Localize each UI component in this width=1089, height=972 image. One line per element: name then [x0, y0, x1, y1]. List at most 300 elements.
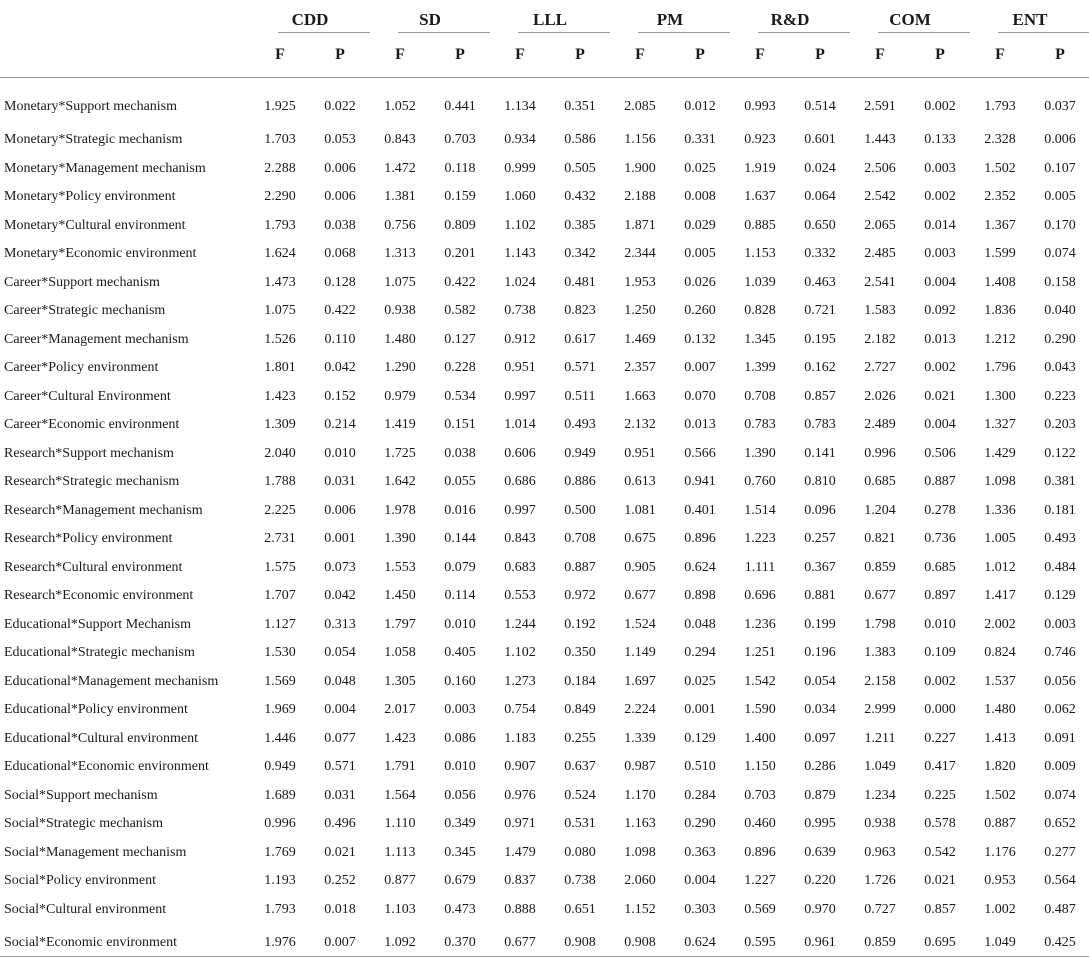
p-value-cell: 0.201 [430, 240, 490, 269]
f-value-cell: 1.793 [970, 78, 1030, 127]
f-value-cell: 2.026 [850, 383, 910, 412]
p-value-cell: 0.332 [790, 240, 850, 269]
p-value-cell: 0.031 [310, 468, 370, 497]
f-value-cell: 1.469 [610, 326, 670, 355]
row-label: Educational*Economic environment [0, 753, 250, 782]
f-value-cell: 1.075 [370, 269, 430, 298]
p-value-cell: 0.849 [550, 696, 610, 725]
f-value-cell: 1.919 [730, 155, 790, 184]
p-value-cell: 0.002 [910, 668, 970, 697]
table-row [0, 411, 1089, 440]
f-value-cell: 1.450 [370, 582, 430, 611]
p-value-cell: 0.151 [430, 411, 490, 440]
f-value-cell: 0.613 [610, 468, 670, 497]
p-value-cell: 0.703 [430, 126, 490, 155]
f-value-cell: 0.683 [490, 554, 550, 583]
f-value-cell: 1.443 [850, 126, 910, 155]
p-value-cell: 0.001 [670, 696, 730, 725]
f-value-cell: 2.352 [970, 183, 1030, 212]
row-label: Research*Economic environment [0, 582, 250, 611]
p-value-cell: 0.162 [790, 354, 850, 383]
f-value-cell: 1.429 [970, 440, 1030, 469]
p-value-cell: 0.908 [550, 924, 610, 972]
f-value-cell: 1.769 [250, 839, 310, 868]
table-row [0, 525, 1089, 554]
f-value-cell: 1.514 [730, 497, 790, 526]
p-value-cell: 0.381 [1030, 468, 1089, 497]
sub-header-f: F [610, 33, 670, 78]
p-value-cell: 0.025 [670, 155, 730, 184]
p-value-cell: 0.313 [310, 611, 370, 640]
group-header-rd [730, 0, 850, 33]
p-value-cell: 0.721 [790, 297, 850, 326]
p-value-cell: 0.879 [790, 782, 850, 811]
row-label: Social*Policy environment [0, 867, 250, 896]
table-row [0, 240, 1089, 269]
f-value-cell: 0.675 [610, 525, 670, 554]
p-value-cell: 0.129 [670, 725, 730, 754]
p-value-cell: 0.255 [550, 725, 610, 754]
f-value-cell: 0.938 [370, 297, 430, 326]
f-value-cell: 0.887 [970, 810, 1030, 839]
p-value-cell: 0.004 [310, 696, 370, 725]
f-value-cell: 1.176 [970, 839, 1030, 868]
f-value-cell: 0.553 [490, 582, 550, 611]
f-value-cell: 0.686 [490, 468, 550, 497]
group-header-lll [490, 0, 610, 33]
f-value-cell: 2.727 [850, 354, 910, 383]
p-value-cell: 0.506 [910, 440, 970, 469]
table-row [0, 896, 1089, 925]
p-value-cell: 0.896 [670, 525, 730, 554]
row-label: Career*Support mechanism [0, 269, 250, 298]
p-value-cell: 0.110 [310, 326, 370, 355]
f-value-cell: 2.591 [850, 78, 910, 127]
f-value-cell: 0.677 [490, 924, 550, 972]
f-value-cell: 0.738 [490, 297, 550, 326]
p-value-cell: 0.571 [310, 753, 370, 782]
p-value-cell: 0.042 [310, 582, 370, 611]
p-value-cell: 0.484 [1030, 554, 1089, 583]
row-label: Monetary*Cultural environment [0, 212, 250, 241]
f-value-cell: 1.564 [370, 782, 430, 811]
row-label: Career*Cultural Environment [0, 383, 250, 412]
f-value-cell: 1.530 [250, 639, 310, 668]
f-value-cell: 1.149 [610, 639, 670, 668]
f-value-cell: 0.923 [730, 126, 790, 155]
f-value-cell: 1.223 [730, 525, 790, 554]
p-value-cell: 0.810 [790, 468, 850, 497]
f-value-cell: 1.193 [250, 867, 310, 896]
group-header-label: SD [419, 10, 441, 30]
f-value-cell: 1.300 [970, 383, 1030, 412]
p-value-cell: 0.170 [1030, 212, 1089, 241]
f-value-cell: 1.590 [730, 696, 790, 725]
p-value-cell: 0.013 [670, 411, 730, 440]
f-value-cell: 1.408 [970, 269, 1030, 298]
p-value-cell: 0.144 [430, 525, 490, 554]
f-value-cell: 1.336 [970, 497, 1030, 526]
p-value-cell: 0.278 [910, 497, 970, 526]
f-value-cell: 2.328 [970, 126, 1030, 155]
row-label: Social*Cultural environment [0, 896, 250, 925]
f-value-cell: 1.399 [730, 354, 790, 383]
f-value-cell: 0.908 [610, 924, 670, 972]
f-value-cell: 1.049 [970, 924, 1030, 972]
p-value-cell: 0.014 [910, 212, 970, 241]
table-row [0, 839, 1089, 868]
f-value-cell: 1.400 [730, 725, 790, 754]
p-value-cell: 0.118 [430, 155, 490, 184]
f-value-cell: 0.460 [730, 810, 790, 839]
f-value-cell: 1.049 [850, 753, 910, 782]
row-label: Research*Cultural environment [0, 554, 250, 583]
group-header-label: CDD [292, 10, 329, 30]
f-value-cell: 1.127 [250, 611, 310, 640]
p-value-cell: 0.290 [670, 810, 730, 839]
f-value-cell: 2.188 [610, 183, 670, 212]
p-value-cell: 0.109 [910, 639, 970, 668]
p-value-cell: 0.487 [1030, 896, 1089, 925]
p-value-cell: 0.531 [550, 810, 610, 839]
p-value-cell: 0.029 [670, 212, 730, 241]
f-value-cell: 1.152 [610, 896, 670, 925]
f-value-cell: 2.344 [610, 240, 670, 269]
p-value-cell: 0.493 [1030, 525, 1089, 554]
f-value-cell: 1.502 [970, 782, 1030, 811]
f-value-cell: 1.012 [970, 554, 1030, 583]
f-value-cell: 1.793 [250, 896, 310, 925]
table-header [0, 0, 1089, 78]
f-value-cell: 1.791 [370, 753, 430, 782]
p-value-cell: 0.941 [670, 468, 730, 497]
p-value-cell: 0.056 [1030, 668, 1089, 697]
f-value-cell: 0.727 [850, 896, 910, 925]
f-value-cell: 1.102 [490, 639, 550, 668]
f-value-cell: 1.150 [730, 753, 790, 782]
f-value-cell: 1.390 [370, 525, 430, 554]
row-label: Monetary*Management mechanism [0, 155, 250, 184]
f-value-cell: 1.624 [250, 240, 310, 269]
p-value-cell: 0.493 [550, 411, 610, 440]
p-value-cell: 0.260 [670, 297, 730, 326]
table-row [0, 668, 1089, 697]
p-value-cell: 0.002 [910, 183, 970, 212]
f-value-cell: 1.642 [370, 468, 430, 497]
f-value-cell: 1.143 [490, 240, 550, 269]
p-value-cell: 0.092 [910, 297, 970, 326]
p-value-cell: 0.294 [670, 639, 730, 668]
table-row [0, 383, 1089, 412]
table-row [0, 269, 1089, 298]
f-value-cell: 2.065 [850, 212, 910, 241]
f-value-cell: 1.663 [610, 383, 670, 412]
p-value-cell: 0.025 [670, 668, 730, 697]
p-value-cell: 0.887 [550, 554, 610, 583]
f-value-cell: 2.040 [250, 440, 310, 469]
f-value-cell: 1.479 [490, 839, 550, 868]
p-value-cell: 0.857 [790, 383, 850, 412]
f-value-cell: 1.797 [370, 611, 430, 640]
p-value-cell: 0.013 [910, 326, 970, 355]
p-value-cell: 0.096 [790, 497, 850, 526]
f-value-cell: 1.309 [250, 411, 310, 440]
f-value-cell: 1.836 [970, 297, 1030, 326]
p-value-cell: 0.074 [1030, 782, 1089, 811]
p-value-cell: 0.349 [430, 810, 490, 839]
f-value-cell: 1.480 [970, 696, 1030, 725]
p-value-cell: 0.122 [1030, 440, 1089, 469]
f-value-cell: 0.949 [250, 753, 310, 782]
p-value-cell: 0.809 [430, 212, 490, 241]
p-value-cell: 0.199 [790, 611, 850, 640]
p-value-cell: 0.385 [550, 212, 610, 241]
p-value-cell: 0.514 [790, 78, 850, 127]
f-value-cell: 0.859 [850, 554, 910, 583]
f-value-cell: 1.390 [730, 440, 790, 469]
p-value-cell: 0.195 [790, 326, 850, 355]
row-label: Educational*Support Mechanism [0, 611, 250, 640]
row-label: Monetary*Policy environment [0, 183, 250, 212]
sub-header-p: P [670, 33, 730, 78]
f-value-cell: 1.234 [850, 782, 910, 811]
p-value-cell: 0.031 [310, 782, 370, 811]
p-value-cell: 0.227 [910, 725, 970, 754]
table-row [0, 155, 1089, 184]
p-value-cell: 0.181 [1030, 497, 1089, 526]
f-value-cell: 1.339 [610, 725, 670, 754]
p-value-cell: 0.363 [670, 839, 730, 868]
row-label: Career*Policy environment [0, 354, 250, 383]
f-value-cell: 1.039 [730, 269, 790, 298]
f-value-cell: 0.905 [610, 554, 670, 583]
f-value-cell: 1.244 [490, 611, 550, 640]
p-value-cell: 0.127 [430, 326, 490, 355]
sub-header-f: F [730, 33, 790, 78]
group-header-label: R&D [771, 10, 810, 30]
f-value-cell: 0.997 [490, 497, 550, 526]
p-value-cell: 0.220 [790, 867, 850, 896]
f-value-cell: 1.383 [850, 639, 910, 668]
p-value-cell: 0.038 [310, 212, 370, 241]
f-value-cell: 1.472 [370, 155, 430, 184]
p-value-cell: 0.203 [1030, 411, 1089, 440]
p-value-cell: 0.006 [310, 155, 370, 184]
f-value-cell: 0.987 [610, 753, 670, 782]
p-value-cell: 0.367 [790, 554, 850, 583]
sub-header-p: P [430, 33, 490, 78]
p-value-cell: 0.002 [910, 354, 970, 383]
f-value-cell: 1.110 [370, 810, 430, 839]
p-value-cell: 0.022 [310, 78, 370, 127]
f-value-cell: 0.828 [730, 297, 790, 326]
group-header-row [0, 0, 1089, 33]
p-value-cell: 0.048 [670, 611, 730, 640]
row-label: Monetary*Strategic mechanism [0, 126, 250, 155]
f-value-cell: 0.907 [490, 753, 550, 782]
p-value-cell: 0.107 [1030, 155, 1089, 184]
p-value-cell: 0.010 [310, 440, 370, 469]
p-value-cell: 0.624 [670, 924, 730, 972]
f-value-cell: 2.541 [850, 269, 910, 298]
sub-header-p: P [910, 33, 970, 78]
sub-header-empty-cell [0, 33, 250, 78]
p-value-cell: 0.746 [1030, 639, 1089, 668]
row-label: Social*Strategic mechanism [0, 810, 250, 839]
group-header-label: ENT [1013, 10, 1048, 30]
p-value-cell: 0.823 [550, 297, 610, 326]
p-value-cell: 0.007 [670, 354, 730, 383]
p-value-cell: 0.586 [550, 126, 610, 155]
f-value-cell: 1.251 [730, 639, 790, 668]
f-value-cell: 2.999 [850, 696, 910, 725]
bottom-rule [0, 956, 1089, 957]
f-value-cell: 0.963 [850, 839, 910, 868]
p-value-cell: 0.857 [910, 896, 970, 925]
row-label: Research*Management mechanism [0, 497, 250, 526]
p-value-cell: 0.405 [430, 639, 490, 668]
f-value-cell: 0.951 [490, 354, 550, 383]
p-value-cell: 0.196 [790, 639, 850, 668]
p-value-cell: 0.184 [550, 668, 610, 697]
p-value-cell: 0.004 [670, 867, 730, 896]
f-value-cell: 1.290 [370, 354, 430, 383]
table-row [0, 611, 1089, 640]
f-value-cell: 2.290 [250, 183, 310, 212]
f-value-cell: 0.934 [490, 126, 550, 155]
sub-header-p: P [1030, 33, 1089, 78]
f-value-cell: 1.002 [970, 896, 1030, 925]
p-value-cell: 0.073 [310, 554, 370, 583]
f-value-cell: 1.575 [250, 554, 310, 583]
group-header-com [850, 0, 970, 33]
table-row [0, 753, 1089, 782]
p-value-cell: 0.070 [670, 383, 730, 412]
group-header-label: LLL [533, 10, 567, 30]
group-header-pm [610, 0, 730, 33]
f-value-cell: 1.058 [370, 639, 430, 668]
p-value-cell: 0.010 [430, 753, 490, 782]
f-value-cell: 0.708 [730, 383, 790, 412]
f-value-cell: 2.489 [850, 411, 910, 440]
f-value-cell: 0.696 [730, 582, 790, 611]
p-value-cell: 0.225 [910, 782, 970, 811]
p-value-cell: 0.370 [430, 924, 490, 972]
f-value-cell: 1.227 [730, 867, 790, 896]
p-value-cell: 0.133 [910, 126, 970, 155]
p-value-cell: 0.564 [1030, 867, 1089, 896]
f-value-cell: 2.485 [850, 240, 910, 269]
f-value-cell: 1.583 [850, 297, 910, 326]
row-label: Social*Management mechanism [0, 839, 250, 868]
table-row [0, 782, 1089, 811]
f-value-cell: 1.153 [730, 240, 790, 269]
row-label: Research*Policy environment [0, 525, 250, 554]
p-value-cell: 0.510 [670, 753, 730, 782]
f-value-cell: 0.951 [610, 440, 670, 469]
f-value-cell: 0.896 [730, 839, 790, 868]
f-value-cell: 2.542 [850, 183, 910, 212]
f-value-cell: 0.760 [730, 468, 790, 497]
f-value-cell: 1.273 [490, 668, 550, 697]
p-value-cell: 0.252 [310, 867, 370, 896]
f-value-cell: 1.413 [970, 725, 1030, 754]
p-value-cell: 0.897 [910, 582, 970, 611]
p-value-cell: 0.080 [550, 839, 610, 868]
f-value-cell: 0.859 [850, 924, 910, 972]
f-value-cell: 1.796 [970, 354, 1030, 383]
p-value-cell: 0.003 [1030, 611, 1089, 640]
p-value-cell: 0.652 [1030, 810, 1089, 839]
row-label: Educational*Cultural environment [0, 725, 250, 754]
f-value-cell: 1.707 [250, 582, 310, 611]
p-value-cell: 0.024 [790, 155, 850, 184]
p-value-cell: 0.473 [430, 896, 490, 925]
p-value-cell: 0.639 [790, 839, 850, 868]
f-value-cell: 2.506 [850, 155, 910, 184]
f-value-cell: 1.014 [490, 411, 550, 440]
p-value-cell: 0.417 [910, 753, 970, 782]
row-label: Educational*Policy environment [0, 696, 250, 725]
table-body [0, 78, 1089, 972]
p-value-cell: 0.077 [310, 725, 370, 754]
f-value-cell: 1.480 [370, 326, 430, 355]
p-value-cell: 0.086 [430, 725, 490, 754]
f-value-cell: 1.553 [370, 554, 430, 583]
p-value-cell: 0.481 [550, 269, 610, 298]
p-value-cell: 0.496 [310, 810, 370, 839]
p-value-cell: 0.425 [1030, 924, 1089, 972]
f-value-cell: 1.537 [970, 668, 1030, 697]
p-value-cell: 0.026 [670, 269, 730, 298]
f-value-cell: 1.978 [370, 497, 430, 526]
sub-header-f: F [970, 33, 1030, 78]
p-value-cell: 0.006 [1030, 126, 1089, 155]
f-value-cell: 0.976 [490, 782, 550, 811]
p-value-cell: 0.018 [310, 896, 370, 925]
f-value-cell: 1.726 [850, 867, 910, 896]
p-value-cell: 0.114 [430, 582, 490, 611]
f-value-cell: 1.102 [490, 212, 550, 241]
p-value-cell: 0.007 [310, 924, 370, 972]
row-label: Research*Strategic mechanism [0, 468, 250, 497]
p-value-cell: 0.004 [910, 269, 970, 298]
f-value-cell: 2.085 [610, 78, 670, 127]
table-row [0, 725, 1089, 754]
f-value-cell: 0.756 [370, 212, 430, 241]
f-value-cell: 0.979 [370, 383, 430, 412]
f-value-cell: 2.357 [610, 354, 670, 383]
p-value-cell: 0.079 [430, 554, 490, 583]
f-value-cell: 0.999 [490, 155, 550, 184]
f-value-cell: 1.204 [850, 497, 910, 526]
p-value-cell: 0.582 [430, 297, 490, 326]
f-value-cell: 0.783 [730, 411, 790, 440]
p-value-cell: 0.650 [790, 212, 850, 241]
f-value-cell: 1.098 [970, 468, 1030, 497]
p-value-cell: 0.053 [310, 126, 370, 155]
sub-header-f: F [490, 33, 550, 78]
f-value-cell: 1.134 [490, 78, 550, 127]
p-value-cell: 0.342 [550, 240, 610, 269]
f-value-cell: 1.925 [250, 78, 310, 127]
header-empty-cell [0, 0, 250, 33]
row-label: Educational*Management mechanism [0, 668, 250, 697]
f-value-cell: 1.793 [250, 212, 310, 241]
p-value-cell: 0.006 [310, 183, 370, 212]
p-value-cell: 0.601 [790, 126, 850, 155]
p-value-cell: 0.223 [1030, 383, 1089, 412]
